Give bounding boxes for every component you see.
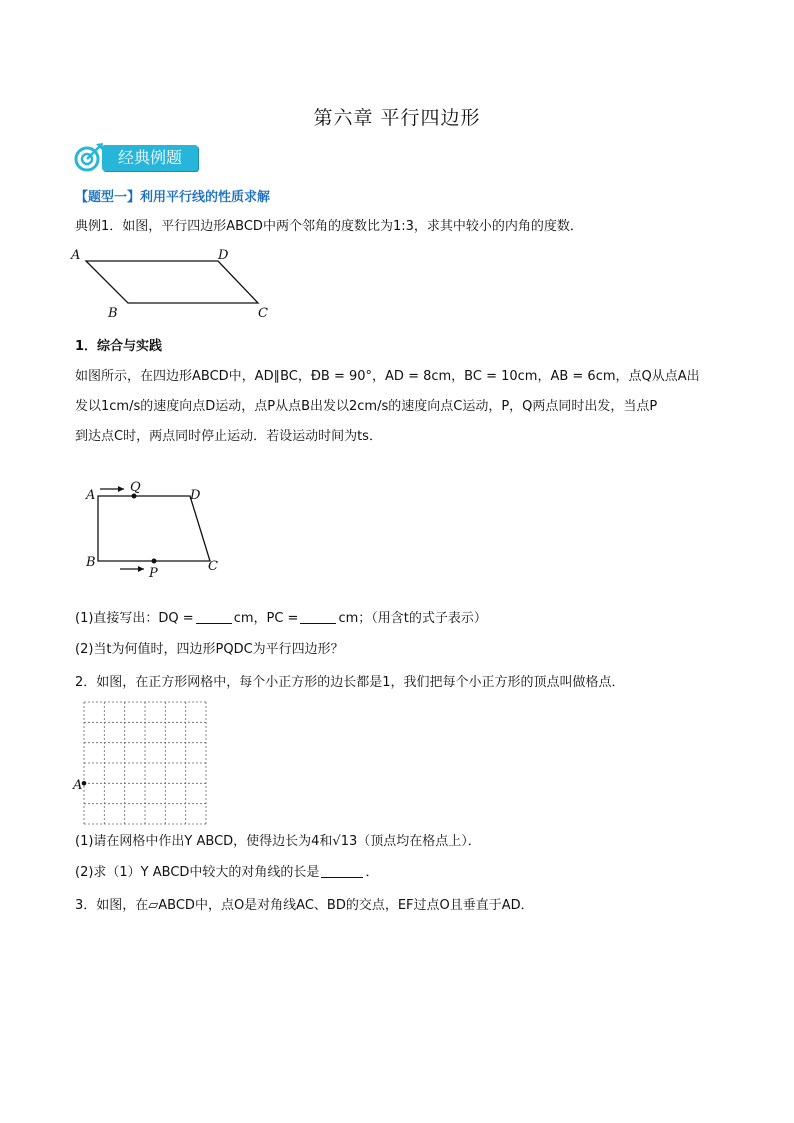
parallelogram-figure	[68, 243, 278, 323]
label-C: C	[258, 306, 268, 321]
q1-line2: 发以1cm/s的速度向点D运动，点P从点B出发以2cm/s的速度向点C运动，P，Q两点同时出发，当点P	[75, 399, 658, 414]
q1-sub1-post: cm；（用含t的式子表示）	[338, 611, 487, 626]
q1-sub1	[75, 610, 487, 628]
label-D: D	[190, 488, 201, 503]
q2-sub1: (1)请在网格中作出Y ABCD，使得边长为4和√13（顶点均在格点上）．	[75, 834, 481, 849]
label-P: P	[149, 566, 158, 581]
parallelogram-shape	[86, 261, 258, 303]
q1-sub2: (2)当t为何值时，四边形PQDC为平行四边形？	[75, 642, 344, 657]
answer-blank-diagonal[interactable]	[321, 864, 363, 878]
label-B: B	[86, 555, 96, 570]
q1-heading: 1．综合与实践	[75, 339, 163, 354]
label-B: B	[108, 306, 118, 321]
square-grid	[72, 700, 212, 828]
q2-sub2-post: ．	[365, 865, 379, 880]
q1-line1: 如图所示，在四边形ABCD中，AD∥BC，ÐB = 90°，AD = 8cm，BC = 10cm，AB = 6cm，点Q从点A出	[75, 369, 700, 384]
label-A: A	[71, 248, 81, 263]
example1-text: 典例1．如图，平行四边形ABCD中两个邻角的度数比为1:3，求其中较小的内角的度数．	[75, 219, 583, 234]
q1-sub1-pre: (1)直接写出：DQ =	[75, 611, 194, 626]
label-A: A	[86, 488, 96, 503]
trapezoid-figure	[80, 476, 230, 581]
section-heading: 【题型一】利用平行线的性质求解	[75, 190, 271, 205]
point-p	[152, 559, 157, 564]
q2-sub2-pre: (2)求（1）Y ABCD中较大的对角线的长是	[75, 865, 320, 880]
page-title: 第六章 平行四边形	[313, 107, 481, 129]
answer-blank-pc[interactable]	[300, 610, 336, 624]
q1-line3: 到达点C时，两点同时停止运动．若设运动时间为ts．	[75, 429, 382, 444]
trapezoid-shape	[98, 496, 210, 561]
q2-sub2	[75, 864, 378, 882]
answer-blank-dq[interactable]	[196, 610, 232, 624]
grid-label-A: A	[73, 778, 83, 793]
q2-text: 2．如图，在正方形网格中，每个小正方形的边长都是1，我们把每个小正方形的顶点叫做格点．	[75, 675, 625, 690]
label-D: D	[218, 248, 229, 263]
section-banner	[72, 140, 200, 176]
q1-sub1-mid: cm，PC =	[233, 611, 299, 626]
label-Q: Q	[130, 480, 141, 495]
banner-label: 经典例题	[102, 145, 198, 171]
q3-text: 3．如图，在▱ABCD中，点O是对角线AC、BD的交点，EF过点O且垂直于AD．	[75, 898, 534, 913]
label-C: C	[208, 559, 218, 574]
